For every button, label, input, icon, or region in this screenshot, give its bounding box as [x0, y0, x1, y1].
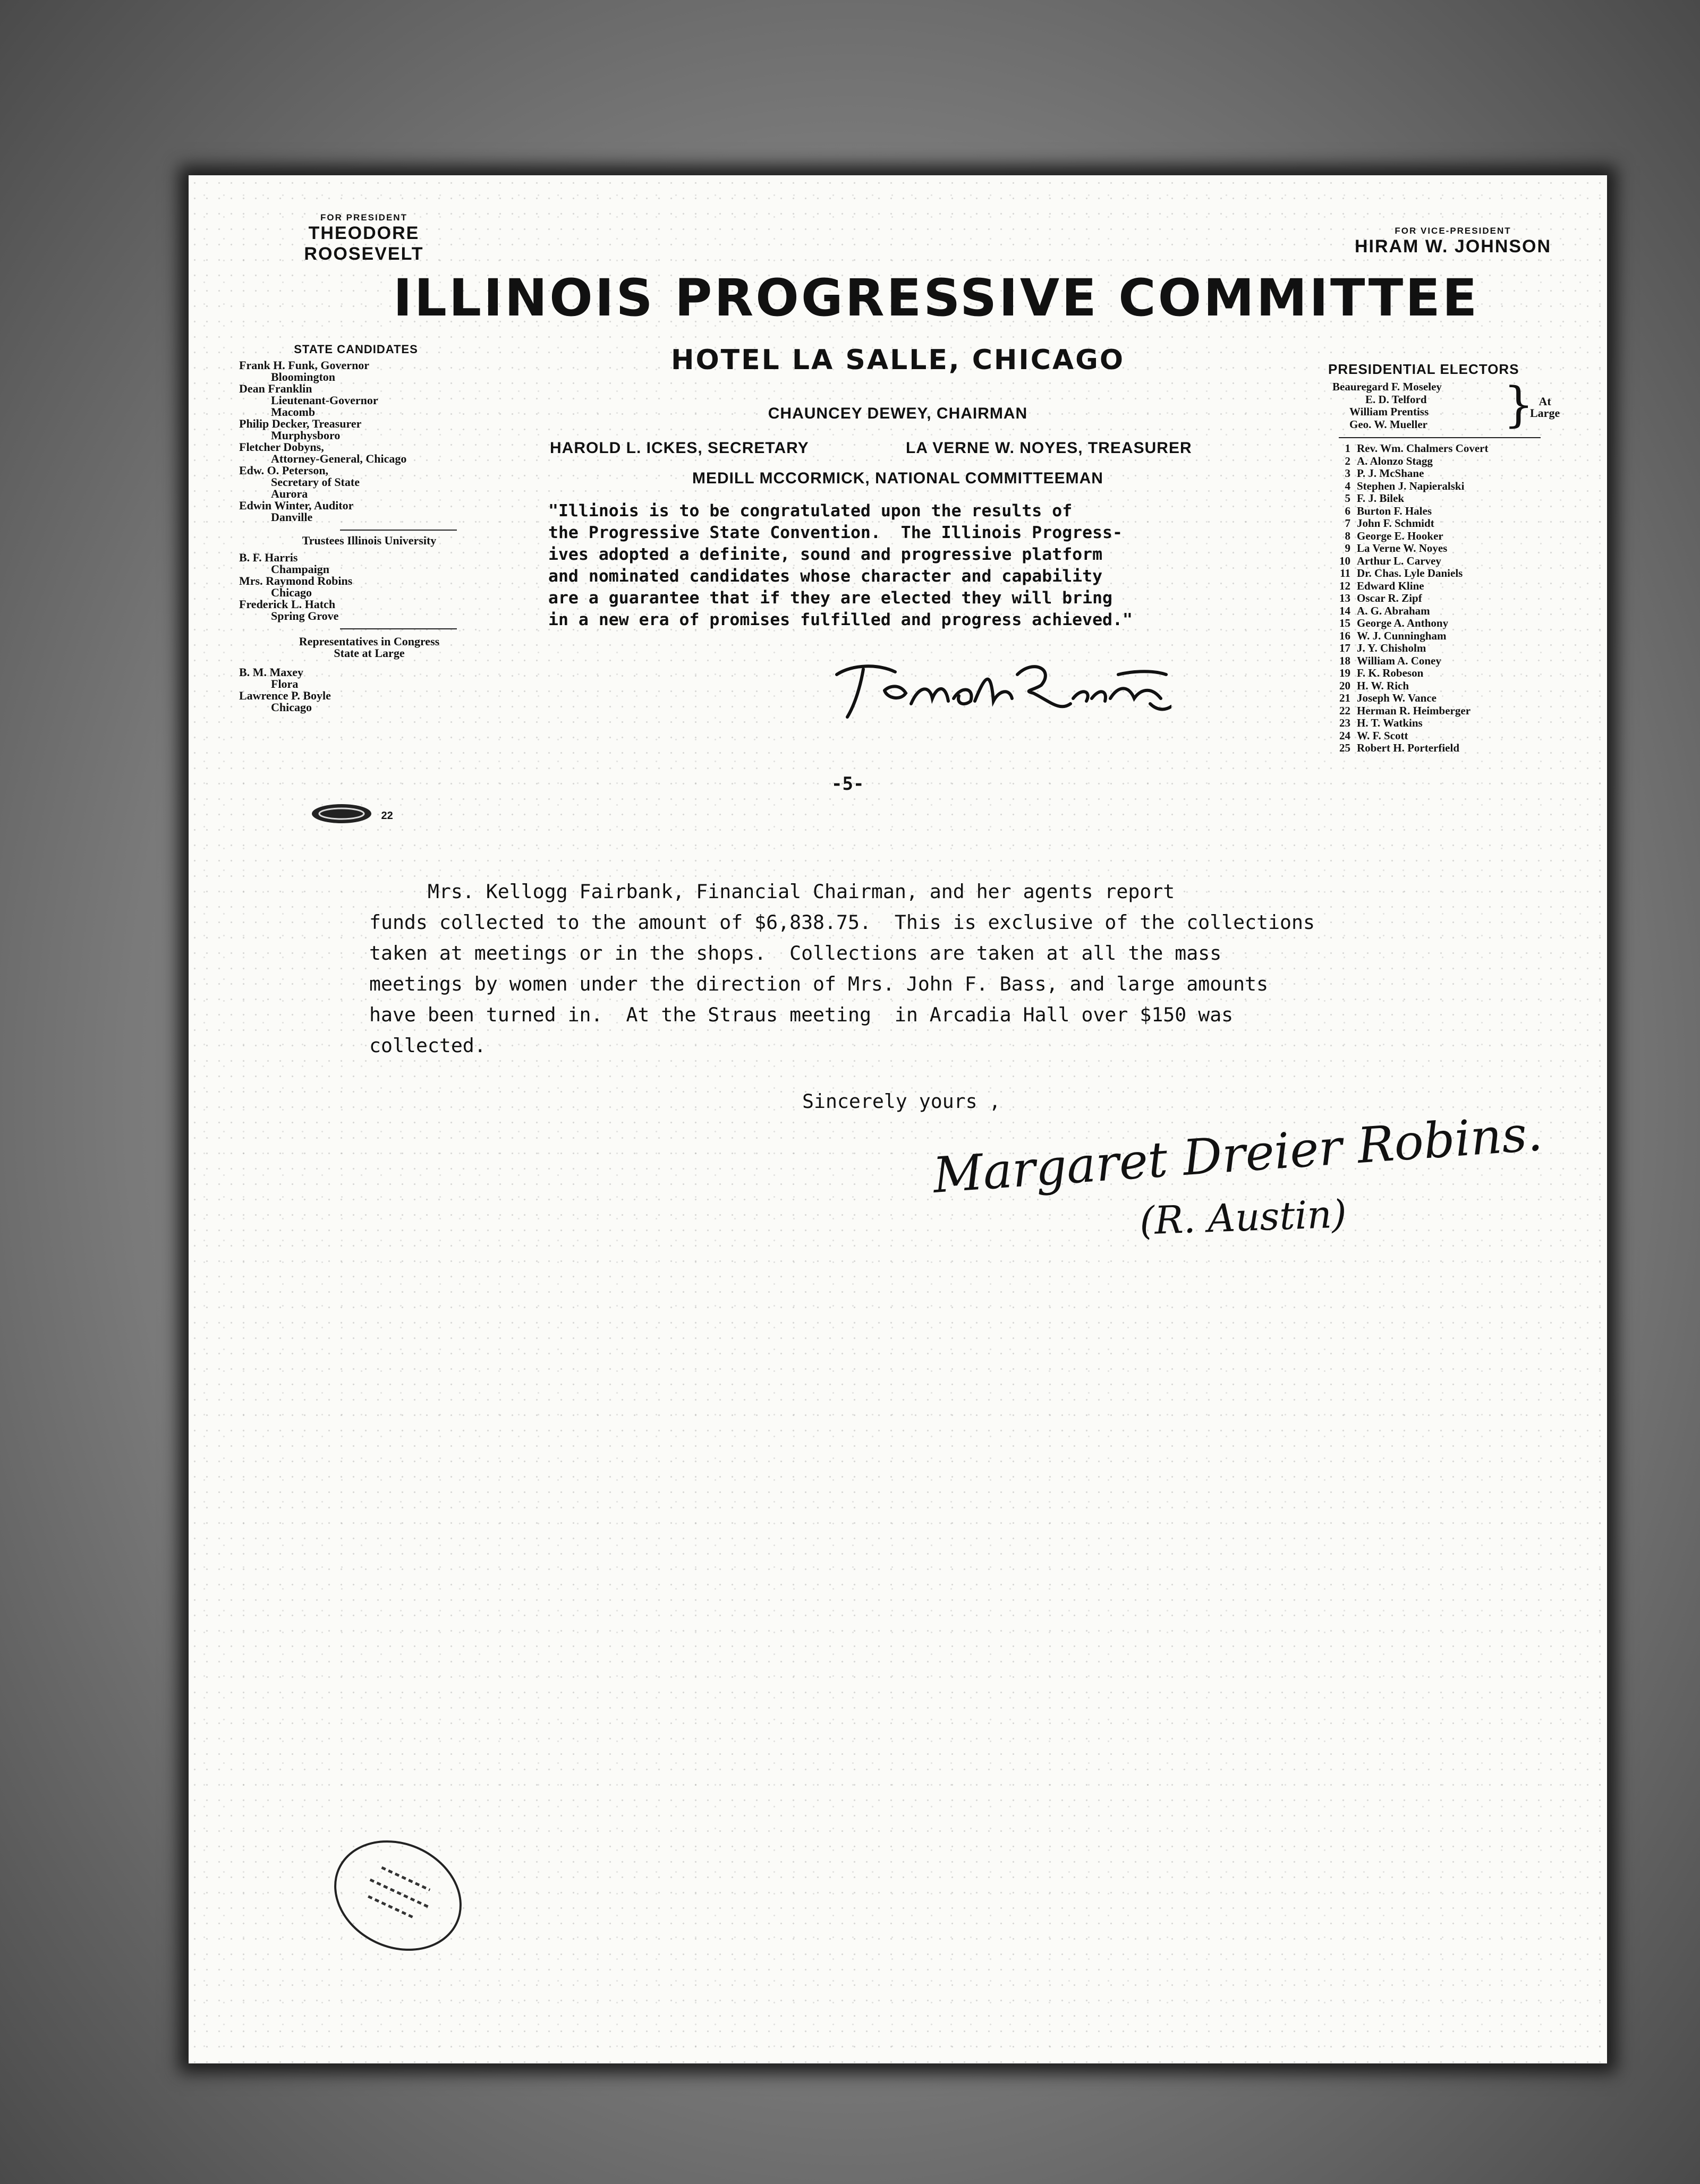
candidate-detail: Secretary of State — [271, 475, 360, 489]
elector-number: 6 — [1345, 504, 1350, 517]
elector-number: 7 — [1345, 517, 1350, 530]
elector-number: 13 — [1339, 592, 1350, 604]
elector-name: H. T. Watkins — [1357, 716, 1423, 729]
congress-heading-line: State at Large — [334, 646, 405, 660]
elector-row — [1328, 705, 1583, 718]
elector-number: 18 — [1339, 654, 1350, 667]
elector-name: Edward Kline — [1357, 579, 1424, 592]
elector-name: F. J. Bilek — [1357, 492, 1405, 505]
candidate-name: Philip Decker, Treasurer — [239, 417, 362, 430]
elector-row — [1328, 542, 1583, 555]
elector-name: W. J. Cunningham — [1357, 629, 1447, 642]
body-line: Mrs. Kellogg Fairbank, Financial Chairman, and her agents report — [369, 880, 1175, 903]
at-large-label — [1530, 396, 1560, 419]
body-line: taken at meetings or in the shops. Collections are taken at all the mass — [369, 942, 1222, 965]
congress-heading — [239, 636, 473, 659]
elector-name: Burton F. Hales — [1357, 504, 1432, 517]
elector-row — [1328, 655, 1583, 668]
elector-row — [1328, 517, 1583, 530]
elector-name: John F. Schmidt — [1357, 517, 1434, 530]
congress-candidate-city: Flora — [271, 677, 299, 690]
elector-number: 19 — [1339, 667, 1350, 679]
quote-line: ives adopted a definite, sound and progressive platform — [548, 545, 1103, 564]
candidate-detail: Attorney-General, Chicago — [271, 452, 407, 465]
trustee-city: Champaign — [271, 562, 330, 576]
elector-name: F. K. Robeson — [1357, 667, 1424, 679]
elector-name: W. F. Scott — [1357, 729, 1408, 742]
elector-name: Rev. Wm. Chalmers Covert — [1357, 442, 1489, 455]
elector-row — [1328, 530, 1583, 543]
state-candidate-list — [239, 360, 473, 523]
trustees-heading: Trustees Illinois University — [302, 534, 437, 547]
closing-line: Sincerely yours , — [802, 1090, 1001, 1113]
candidate-detail: Danville — [271, 510, 313, 524]
elector-row — [1328, 692, 1583, 705]
quote-line: in a new era of promises fulfilled and progress achieved." — [548, 610, 1133, 629]
trustee-list — [239, 552, 473, 622]
presidential-electors-heading: PRESIDENTIAL ELECTORS — [1328, 361, 1519, 377]
section-divider — [340, 530, 457, 531]
elector-number: 25 — [1339, 741, 1350, 754]
elector-row — [1328, 617, 1583, 630]
at-large-elector: E. D. Telford — [1365, 393, 1427, 406]
elector-name: Oscar R. Zipf — [1357, 592, 1422, 604]
elector-row — [1328, 455, 1583, 468]
elector-row — [1328, 567, 1583, 580]
at-large-label-line: At — [1538, 395, 1551, 408]
elector-row — [1328, 505, 1583, 518]
candidate-detail: Bloomington — [271, 370, 336, 383]
chairman-line: CHAUNCEY DEWEY, CHAIRMAN — [768, 405, 1028, 422]
committee-address: HOTEL LA SALLE, CHICAGO — [670, 344, 1125, 376]
elector-number: 15 — [1339, 617, 1350, 629]
elector-row — [1328, 580, 1583, 593]
president-label: FOR PRESIDENT — [320, 212, 407, 223]
candidate-name: Frank H. Funk, Governor — [239, 359, 370, 372]
elector-name: Robert H. Porterfield — [1357, 741, 1460, 754]
numbered-elector-list — [1328, 442, 1583, 755]
at-large-electors — [1328, 377, 1583, 434]
trustee-name: Mrs. Raymond Robins — [239, 574, 353, 587]
signature-initials: (R. Austin) — [1138, 1191, 1348, 1243]
elector-number: 5 — [1345, 492, 1350, 505]
elector-row — [1328, 630, 1583, 643]
elector-name: Stephen J. Napieralski — [1357, 479, 1465, 492]
elector-number: 1 — [1345, 442, 1350, 455]
vice-president-block — [1336, 226, 1570, 257]
congress-candidate-city: Chicago — [271, 701, 312, 714]
secretary-line: HAROLD L. ICKES, SECRETARY — [550, 439, 809, 457]
elector-number: 12 — [1339, 579, 1350, 592]
elector-number: 22 — [1339, 704, 1350, 717]
state-candidates-heading: STATE CANDIDATES — [294, 343, 418, 356]
congress-candidate-name: B. M. Maxey — [239, 666, 303, 679]
elector-row — [1328, 717, 1583, 730]
candidate-detail: Murphysboro — [271, 429, 341, 442]
elector-row — [1328, 642, 1583, 655]
trustee-name: Frederick L. Hatch — [239, 598, 336, 611]
elector-row — [1328, 592, 1583, 605]
elector-name: A. Alonzo Stagg — [1357, 454, 1433, 467]
elector-number: 24 — [1339, 729, 1350, 742]
elector-name: Herman R. Heimberger — [1357, 704, 1471, 717]
at-large-elector: Beauregard F. Moseley — [1332, 380, 1442, 393]
presidential-electors-column — [1328, 361, 1583, 755]
elector-number: 14 — [1339, 604, 1350, 617]
letter-body — [369, 876, 1315, 1061]
section-divider — [1339, 437, 1541, 438]
robins-signature: Margaret Dreier Robins. — [931, 1105, 1544, 1204]
elector-number: 10 — [1339, 554, 1350, 567]
elector-number: 4 — [1345, 479, 1350, 492]
quote-line: and nominated candidates whose character and capability — [548, 567, 1103, 586]
body-line: meetings by women under the direction of Mrs. John F. Bass, and large amounts — [369, 972, 1269, 995]
at-large-brace: } — [1503, 377, 1534, 433]
section-divider — [340, 628, 457, 629]
candidate-name: Edw. O. Peterson, — [239, 464, 329, 477]
elector-name: P. J. McShane — [1357, 467, 1424, 480]
elector-row — [1328, 480, 1583, 493]
elector-name: A. G. Abraham — [1357, 604, 1430, 617]
elector-name: George E. Hooker — [1357, 529, 1443, 542]
quote-line: "Illinois is to be congratulated upon the results of — [548, 501, 1073, 521]
quote-line: the Progressive State Convention. The Illinois Progress- — [548, 523, 1123, 542]
at-large-label-line: Large — [1530, 406, 1560, 420]
letter-page — [189, 175, 1607, 2063]
elector-number: 3 — [1345, 467, 1350, 480]
candidate-detail: Lieutenant-Governor — [271, 394, 378, 407]
trustee-city: Spring Grove — [271, 609, 339, 622]
elector-row — [1328, 742, 1583, 755]
elector-row — [1328, 605, 1583, 618]
elector-number: 23 — [1339, 716, 1350, 729]
page-number: -5- — [831, 773, 864, 795]
congress-list — [239, 667, 473, 713]
elector-name: Arthur L. Carvey — [1357, 554, 1441, 567]
trustee-city: Chicago — [271, 586, 312, 599]
candidate-detail: Macomb — [271, 405, 316, 419]
union-label-number: 22 — [381, 810, 393, 822]
elector-name: Dr. Chas. Lyle Daniels — [1357, 567, 1463, 579]
elector-number: 17 — [1339, 642, 1350, 654]
congress-heading-line: Representatives in Congress — [299, 635, 440, 648]
elector-row — [1328, 442, 1583, 455]
body-line: collected. — [369, 1034, 486, 1057]
body-line: have been turned in. At the Straus meeting in Arcadia Hall over $150 was — [369, 1003, 1234, 1026]
elector-row — [1328, 667, 1583, 680]
elector-number: 11 — [1340, 567, 1350, 579]
roosevelt-quote — [548, 500, 1133, 631]
elector-name: H. W. Rich — [1357, 679, 1409, 692]
state-candidates-column — [239, 343, 473, 713]
treasurer-line: LA VERNE W. NOYES, TREASURER — [906, 439, 1192, 457]
at-large-elector: William Prentiss — [1349, 405, 1429, 418]
elector-row — [1328, 730, 1583, 743]
elector-number: 8 — [1345, 529, 1350, 542]
vice-president-name: HIRAM W. JOHNSON — [1354, 236, 1552, 257]
candidate-detail: Aurora — [271, 487, 308, 500]
at-large-elector: Geo. W. Mueller — [1349, 417, 1427, 431]
elector-name: Joseph W. Vance — [1357, 692, 1436, 704]
vice-president-label: FOR VICE-PRESIDENT — [1395, 226, 1511, 236]
committee-title: ILLINOIS PROGRESSIVE COMMITTEE — [393, 268, 1480, 328]
president-name: THEODORE ROOSEVELT — [304, 223, 424, 264]
president-block — [252, 212, 475, 265]
candidate-name: Dean Franklin — [239, 382, 312, 395]
elector-name: J. Y. Chisholm — [1357, 642, 1426, 654]
candidate-name: Fletcher Dobyns, — [239, 440, 324, 454]
union-label-icon — [310, 802, 379, 825]
candidate-name: Edwin Winter, Auditor — [239, 499, 354, 512]
elector-row — [1328, 467, 1583, 480]
body-line: funds collected to the amount of $6,838.75. This is exclusive of the collections — [369, 911, 1315, 934]
elector-number: 9 — [1345, 542, 1350, 554]
elector-row — [1328, 680, 1583, 693]
quote-line: are a guarantee that if they are elected they will bring — [548, 588, 1113, 608]
national-committeeman-line: MEDILL MCCORMICK, NATIONAL COMMITTEEMAN — [692, 470, 1103, 487]
congress-candidate-name: Lawrence P. Boyle — [239, 689, 331, 702]
elector-name: George A. Anthony — [1357, 617, 1449, 629]
elector-row — [1328, 492, 1583, 505]
elector-name: La Verne W. Noyes — [1357, 542, 1448, 554]
elector-row — [1328, 555, 1583, 568]
elector-number: 2 — [1345, 454, 1350, 467]
elector-number: 16 — [1339, 629, 1350, 642]
elector-number: 20 — [1339, 679, 1350, 692]
union-label — [310, 802, 393, 829]
elector-name: William A. Coney — [1357, 654, 1441, 667]
roosevelt-signature-image — [831, 653, 1171, 733]
trustee-name: B. F. Harris — [239, 551, 298, 564]
elector-number: 21 — [1339, 692, 1350, 704]
